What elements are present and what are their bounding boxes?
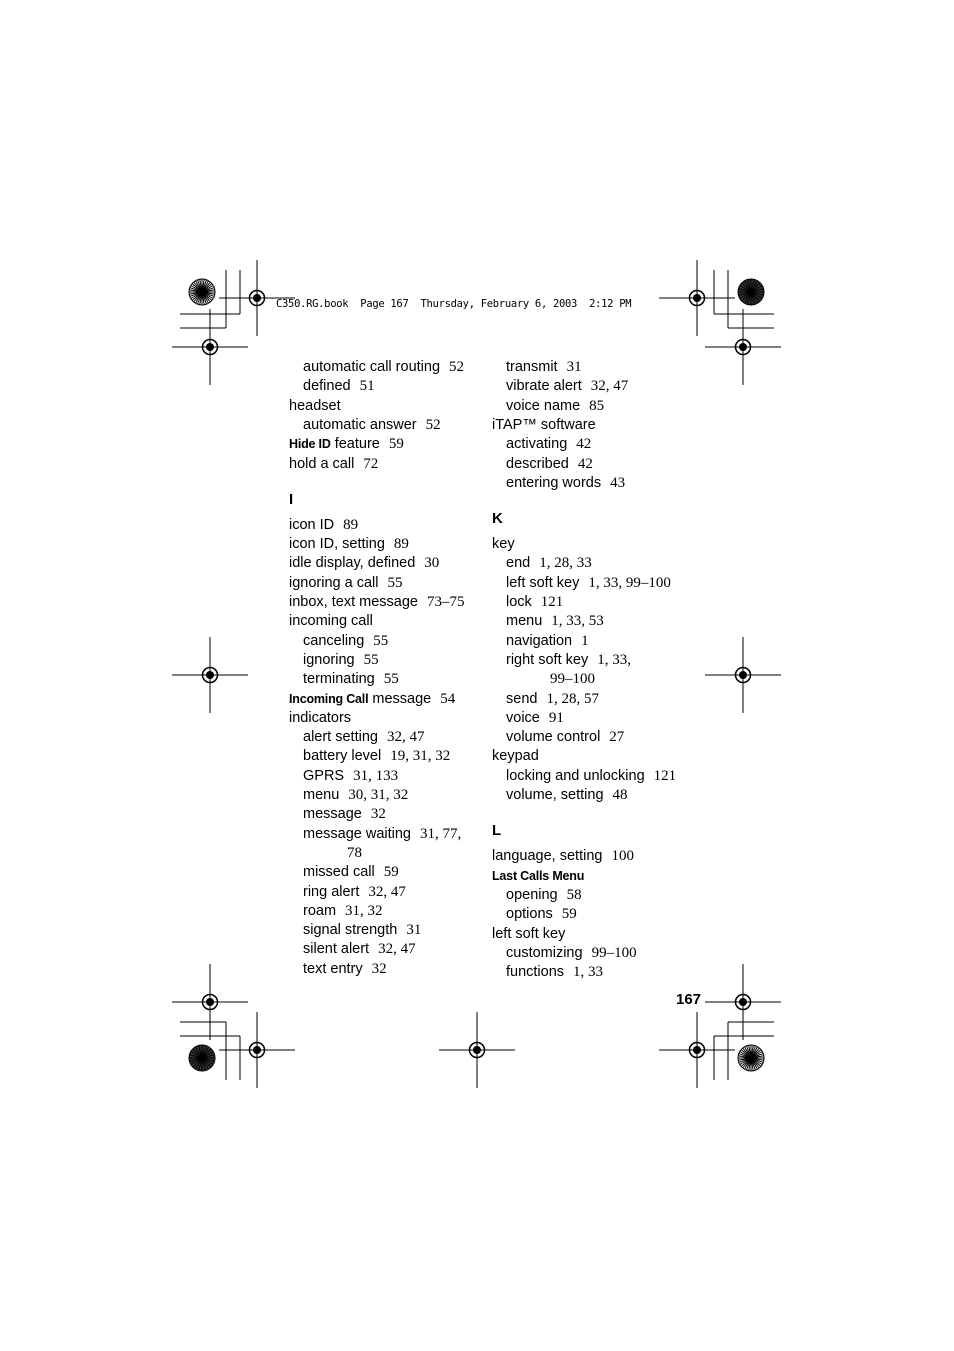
- page-references: 55: [387, 574, 403, 591]
- index-subentry: [506, 554, 592, 573]
- ui-term: Hide ID: [289, 437, 331, 452]
- entry-term: opening: [506, 886, 558, 903]
- index-subentry: [303, 960, 387, 979]
- index-subentry: [506, 786, 628, 805]
- registration-dot: [253, 294, 261, 302]
- registration-dot: [206, 671, 214, 679]
- page-references: 99–100: [550, 671, 595, 688]
- entry-term: headset: [289, 397, 341, 414]
- entry-term: canceling: [303, 632, 365, 649]
- page-references: 31, 32: [345, 902, 383, 919]
- page-references: 58: [566, 886, 582, 903]
- index-subentry: [506, 358, 582, 377]
- entry-term: menu: [303, 787, 340, 803]
- page-references: 89: [343, 516, 359, 533]
- entry-term: silent alert: [303, 941, 370, 958]
- entry-term: voice: [506, 709, 540, 726]
- entry-term: navigation: [506, 632, 573, 649]
- page-references: 73–75: [426, 594, 465, 610]
- page-references: 59: [561, 906, 577, 923]
- page-references: 32, 47: [378, 941, 416, 958]
- entry-term: missed call: [303, 864, 375, 881]
- page-references: 42: [576, 436, 592, 453]
- ui-term: Incoming Call: [289, 691, 369, 706]
- index-subentry: [303, 786, 408, 805]
- registration-dot: [739, 998, 747, 1006]
- entry-term: voice name: [506, 397, 581, 414]
- index-subentry: [506, 397, 604, 416]
- page-references: 31, 133: [353, 767, 399, 784]
- page-references: 72: [363, 455, 379, 472]
- page-references: 32: [370, 806, 386, 823]
- index-subentry: [506, 377, 628, 396]
- entry-term: left soft key: [506, 574, 580, 591]
- entry-term: alert setting: [303, 729, 378, 746]
- page-references: 1, 28, 33: [539, 555, 592, 572]
- index-subentry: [506, 574, 671, 593]
- registration-dot: [693, 294, 701, 302]
- page-references: 32: [371, 960, 387, 977]
- entry-term: message: [368, 690, 432, 707]
- index-page-continuation: [550, 670, 595, 689]
- index-entry: [289, 554, 439, 573]
- index-subentry: [303, 377, 375, 396]
- page-references: 32, 47: [590, 378, 629, 395]
- page-references: 59: [388, 436, 404, 453]
- page-references: 32, 47: [368, 883, 406, 900]
- entry-term: locking and unlocking: [506, 767, 645, 784]
- index-subentry: [303, 902, 383, 921]
- index-subentry: [506, 632, 589, 651]
- page-references: 42: [577, 455, 593, 472]
- page-references: 1, 33,: [597, 651, 631, 668]
- page-references: 1, 33, 53: [551, 613, 604, 630]
- index-subentry: [303, 940, 416, 959]
- entry-term: send: [506, 690, 538, 707]
- registration-dot: [253, 1046, 261, 1054]
- index-section-letter: I: [289, 490, 294, 508]
- page-references: 121: [540, 594, 564, 610]
- entry-term: keypad: [492, 748, 539, 765]
- page-references: 52: [449, 359, 465, 375]
- index-subentry: [303, 805, 386, 824]
- page-references: 30, 31, 32: [348, 787, 409, 803]
- page-references: 31: [406, 922, 422, 939]
- index-subentry: [303, 416, 441, 435]
- index-entry: [289, 435, 404, 454]
- page-references: 27: [609, 729, 625, 746]
- entry-term: functions: [506, 964, 565, 981]
- entry-term: icon ID: [289, 516, 335, 533]
- index-subentry: [303, 825, 461, 844]
- index-subentry: [506, 474, 625, 493]
- index-entry: [289, 612, 373, 631]
- index-entry: [289, 690, 455, 709]
- index-entry: [492, 925, 565, 944]
- entry-term: inbox, text message: [289, 594, 418, 610]
- index-subentry: [303, 921, 421, 940]
- page-references: 55: [383, 671, 399, 688]
- entry-term: ring alert: [303, 883, 360, 900]
- page-references: 30: [424, 555, 440, 572]
- entry-term: signal strength: [303, 922, 398, 939]
- entry-term: ignoring a call: [289, 574, 379, 591]
- entry-term: hold a call: [289, 455, 355, 472]
- page-references: 78: [347, 844, 362, 861]
- page-references: 1: [581, 632, 589, 649]
- index-subentry: [506, 455, 593, 474]
- page-references: 31, 77,: [420, 825, 462, 842]
- ui-term: Last Calls Menu: [492, 868, 585, 883]
- entry-term: vibrate alert: [506, 378, 582, 395]
- page-references: 55: [363, 651, 379, 668]
- index-subentry: [506, 728, 624, 747]
- index-subentry: [506, 905, 577, 924]
- page-references: 121: [653, 767, 677, 784]
- entry-term: menu: [506, 613, 543, 630]
- registration-dot: [739, 671, 747, 679]
- entry-term: text entry: [303, 960, 363, 977]
- entry-term: lock: [506, 594, 532, 610]
- index-subentry: [506, 593, 563, 612]
- entry-term: volume control: [506, 729, 601, 746]
- index-subentry: [506, 767, 676, 786]
- page-references: 1, 33, 99–100: [588, 574, 671, 591]
- index-subentry: [303, 747, 450, 766]
- entry-term: transmit: [506, 359, 558, 375]
- index-subentry: [506, 963, 603, 982]
- print-file-header: C350.RG.book Page 167 Thursday, February 6, 2003 2:12 PM: [276, 298, 632, 310]
- index-entry: [492, 747, 539, 766]
- index-subentry: [506, 612, 604, 631]
- entry-term: indicators: [289, 709, 352, 726]
- index-entry: [492, 867, 584, 886]
- page-references: 1, 33: [573, 964, 604, 981]
- index-subentry: [506, 690, 599, 709]
- index-entry: [289, 535, 409, 554]
- entry-term: described: [506, 455, 569, 472]
- entry-term: battery level: [303, 748, 382, 765]
- index-subentry: [303, 358, 464, 377]
- page-references: 51: [359, 378, 375, 395]
- registration-dot: [206, 343, 214, 351]
- index-entry: [289, 574, 402, 593]
- entry-term: volume, setting: [506, 787, 604, 803]
- page-references: 48: [612, 787, 628, 803]
- page-references: 31: [566, 359, 582, 375]
- index-subentry: [303, 670, 399, 689]
- index-section-letter: L: [492, 822, 502, 840]
- index-entry: [289, 709, 351, 728]
- page-references: 100: [611, 848, 634, 865]
- registration-dot: [473, 1046, 481, 1054]
- index-entry: [492, 416, 596, 435]
- index-subentry: [506, 709, 564, 728]
- index-subentry: [303, 767, 398, 786]
- entry-term: message: [303, 806, 362, 823]
- page-references: 59: [383, 864, 399, 881]
- entry-term: roam: [303, 902, 337, 919]
- entry-term: customizing: [506, 944, 583, 961]
- index-entry: [492, 847, 634, 866]
- entry-term: entering words: [506, 474, 602, 491]
- entry-term: terminating: [303, 671, 375, 688]
- entry-term: end: [506, 555, 531, 572]
- page-references: 1, 28, 57: [546, 690, 599, 707]
- page-references: 89: [393, 536, 409, 553]
- entry-term: automatic answer: [303, 416, 417, 433]
- registration-dot: [206, 998, 214, 1006]
- entry-term: left soft key: [492, 925, 566, 942]
- entry-term: icon ID, setting: [289, 536, 385, 553]
- entry-term: idle display, defined: [289, 555, 416, 572]
- entry-term: automatic call routing: [303, 359, 441, 375]
- page-references: 99–100: [591, 944, 637, 961]
- page-references: 52: [425, 416, 441, 433]
- page-number: 167: [676, 991, 702, 1008]
- entry-term: ignoring: [303, 651, 355, 668]
- index-subentry: [506, 651, 631, 670]
- entry-term: options: [506, 906, 553, 923]
- index-subentry: [303, 883, 406, 902]
- entry-term: key: [492, 536, 515, 553]
- page-references: 32, 47: [386, 729, 425, 746]
- index-section-letter: K: [492, 510, 503, 528]
- index-subentry: [303, 632, 388, 651]
- page-references: 91: [548, 709, 564, 726]
- index-subentry: [506, 435, 591, 454]
- page-references: 19, 31, 32: [390, 748, 451, 765]
- index-subentry: [303, 651, 379, 670]
- entry-term: feature: [330, 436, 380, 453]
- entry-term: language, setting: [492, 848, 603, 865]
- index-subentry: [303, 728, 424, 747]
- index-entry: [492, 535, 515, 554]
- page-references: 43: [610, 474, 626, 491]
- entry-term: iTAP™ software: [492, 416, 596, 433]
- entry-term: GPRS: [303, 767, 345, 784]
- page-references: 85: [589, 397, 605, 414]
- page-references: 55: [373, 632, 389, 649]
- index-subentry: [303, 863, 399, 882]
- index-entry: [289, 516, 358, 535]
- index-entry: [289, 397, 341, 416]
- registration-dot: [693, 1046, 701, 1054]
- index-entry: [289, 455, 378, 474]
- entry-term: activating: [506, 436, 568, 453]
- entry-term: message waiting: [303, 825, 411, 842]
- index-subentry: [506, 944, 637, 963]
- registration-dot: [739, 343, 747, 351]
- index-subentry: [506, 886, 582, 905]
- entry-term: defined: [303, 378, 351, 395]
- index-page-continuation: [347, 844, 362, 863]
- entry-term: incoming call: [289, 613, 373, 630]
- entry-term: right soft key: [506, 651, 589, 668]
- page-references: 54: [440, 690, 456, 707]
- index-entry: [289, 593, 464, 612]
